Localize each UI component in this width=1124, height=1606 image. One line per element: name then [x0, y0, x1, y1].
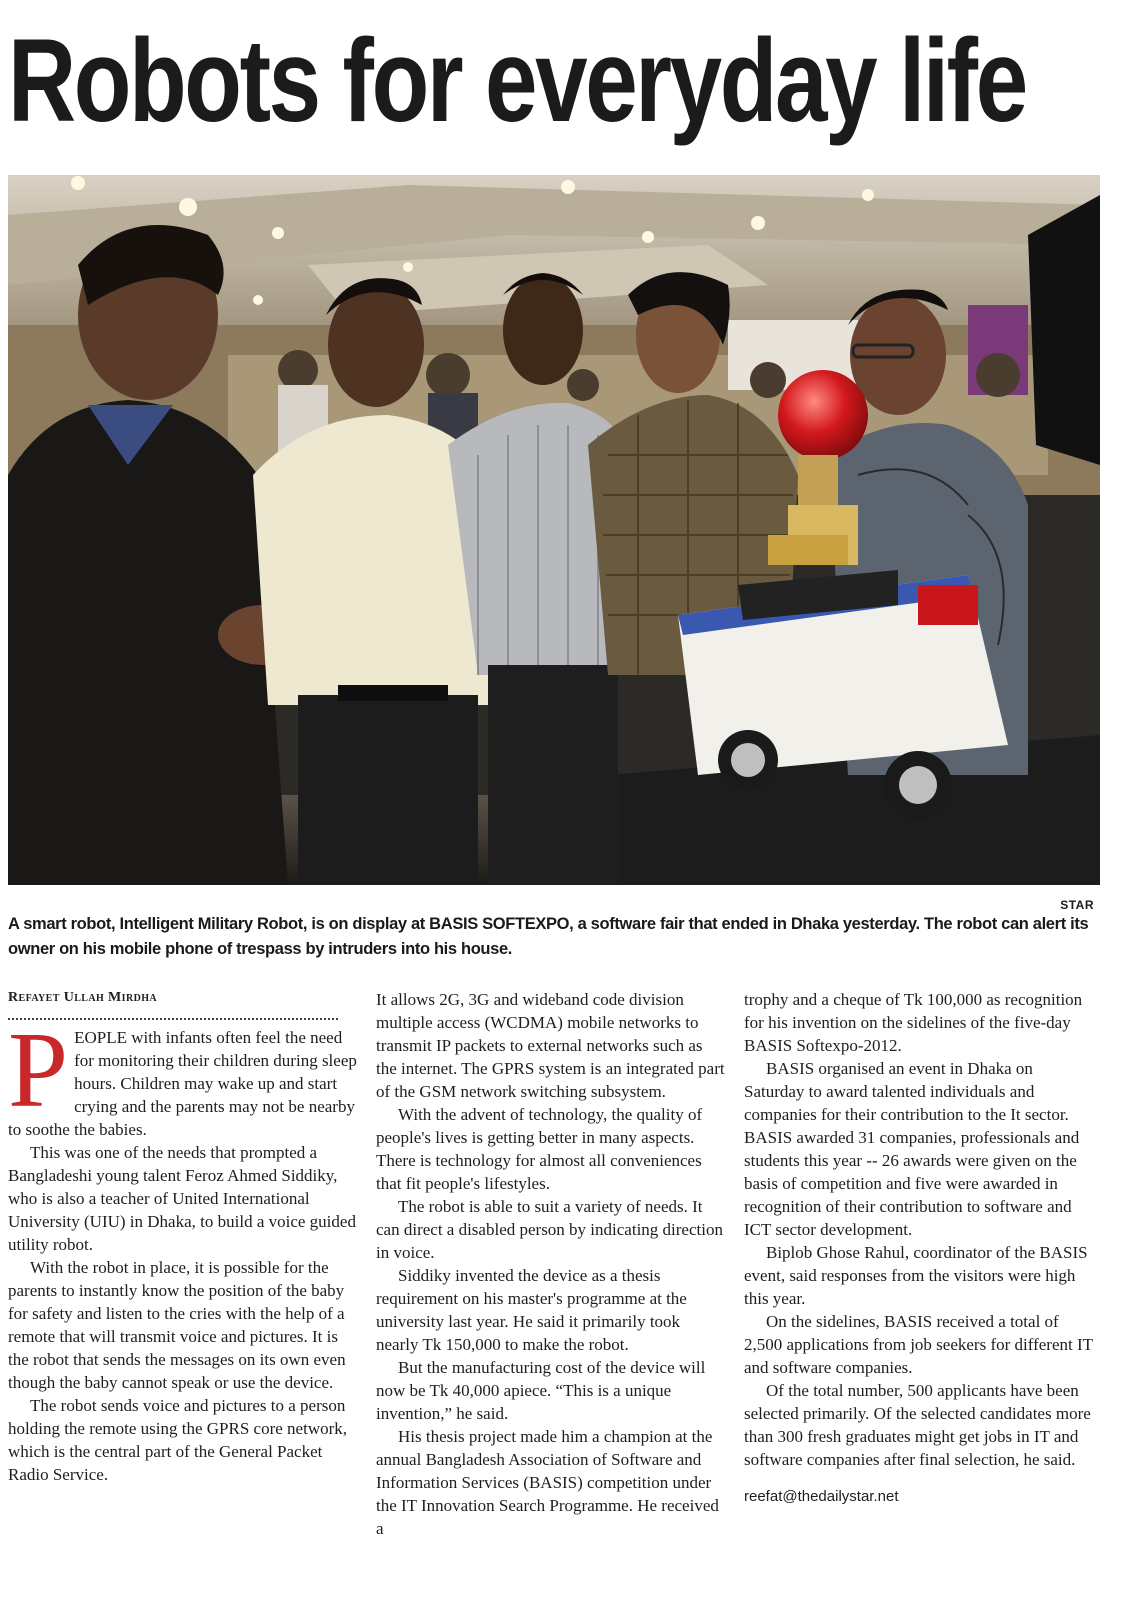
paragraph-7: The robot is able to suit a variety of needs. It can direct a disabled person by indicating direction in voice.: [376, 1197, 723, 1262]
article-column-3: [744, 988, 1094, 1588]
paragraph-15: Of the total number, 500 applicants have been selected primarily. Of the selected candidates more than 300 fresh graduates might get jobs in IT and software companies after final selection, he said.: [744, 1381, 1091, 1469]
byline: Refayet Ullah Mirdha: [8, 990, 158, 1005]
paragraph-1: [8, 1011, 358, 1141]
photo-credit: STAR: [1060, 898, 1094, 912]
paragraph-11: trophy and a cheque of Tk 100,000 as recognition for his invention on the sidelines of the five-day BASIS Softexpo-2012.: [744, 990, 1083, 1055]
paragraph-12: BASIS organised an event in Dhaka on Saturday to award talented individuals and companies for their contribution to the It sector. BASIS awarded 31 companies, professionals and students this year -- 26 awards were given on the basis of competition and five were awarded in recognition of their contribution to software and ICT sector development.: [744, 1059, 1080, 1239]
photo-caption: A smart robot, Intelligent Military Robot, is on display at BASIS SOFTEXPO, a software fair that ended in Dhaka yesterday. The robot can alert its owner on his mobile phone of trespass by intruders into his house.: [8, 915, 1089, 958]
paragraph-3: With the robot in place, it is possible for the parents to instantly know the position of the baby for safety and listen to the cries with the help of a remote that will transmit voice and pictures. It is the robot that sends the messages on its own even though the baby cannot speak or use the device.: [8, 1258, 346, 1392]
paragraph-13: Biplob Ghose Rahul, coordinator of the BASIS event, said responses from the visitors were high this year.: [744, 1243, 1088, 1308]
robot-exhibition-photo: [8, 175, 1100, 885]
headline: Robots for everyday life: [8, 15, 1026, 147]
paragraph-1-text: EOPLE with infants often feel the need for monitoring their children during sleep hours. Children may wake up and start crying and the parents may not be nearby to soothe the babies.: [8, 1028, 357, 1139]
article-column-2: [376, 988, 726, 1588]
paragraph-8: Siddiky invented the device as a thesis requirement on his master's programme at the university last year. He said it primarily took nearly Tk 150,000 to make the robot.: [376, 1266, 687, 1354]
news-photo: [8, 175, 1100, 885]
article-column-1: [8, 988, 358, 1588]
paragraph-6: With the advent of technology, the quality of people's lives is getting better in many aspects. There is technology for almost all conveniences that fit people's lifestyles.: [376, 1105, 703, 1193]
paragraph-2: This was one of the needs that prompted a Bangladeshi young talent Feroz Ahmed Siddiky, who is also a teacher of United International University (UIU) in Dhaka, to build a voice guided utility robot.: [8, 1143, 356, 1254]
paragraph-5: It allows 2G, 3G and wideband code division multiple access (WCDMA) mobile networks to transmit IP packets to external networks such as the internet. The GPRS system is an integrated part of the GSM network switching subsystem.: [376, 990, 725, 1101]
author-email[interactable]: reefat@thedailystar.net: [744, 1488, 899, 1505]
paragraph-9: But the manufacturing cost of the device will now be Tk 40,000 apiece. “This is a unique invention,” he said.: [376, 1358, 706, 1423]
drop-cap: P: [8, 1011, 69, 1130]
paragraph-14: On the sidelines, BASIS received a total of 2,500 applications from job seekers for different IT and software companies.: [744, 1312, 1093, 1377]
paragraph-10: His thesis project made him a champion at the annual Bangladesh Association of Software and Information Services (BASIS) competition under the IT Innovation Search Programme. He received a: [376, 1427, 719, 1538]
paragraph-4: The robot sends voice and pictures to a person holding the remote using the GPRS core network, which is the central part of the General Packet Radio Service.: [8, 1396, 348, 1484]
